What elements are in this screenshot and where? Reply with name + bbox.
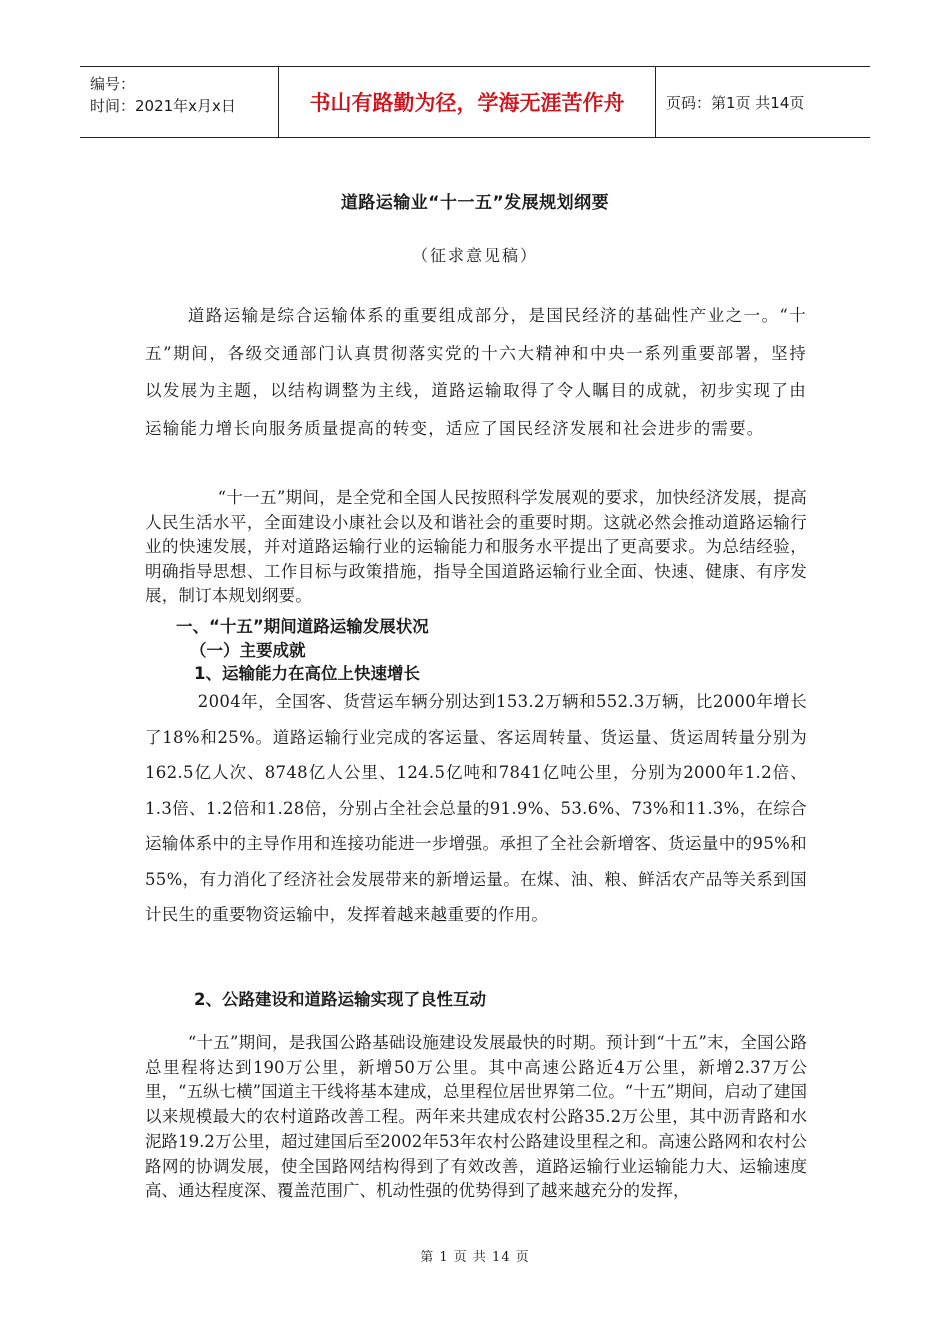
header-number-label: 编号： bbox=[90, 75, 136, 93]
section-heading-1: 一、“十五”期间道路运输发展状况 bbox=[176, 617, 429, 636]
header-table bbox=[80, 66, 870, 138]
header-meta-cell bbox=[80, 67, 279, 137]
document-subtitle: （征求意见稿） bbox=[411, 246, 538, 265]
paragraph-capacity-stats: 2004年，全国客、货营运车辆分别达到153.2万辆和552.3万辆，比2000年增长了18%和25%。道路运输行业完成的客运量、客运周转量、货运量、货运周转量分别为162.5亿人次、8748亿人公里、124.5亿吨和7841亿吨公里，分别为2000年1.2倍、1.3倍、1.2倍和1.28倍，分别占全社会总量的91.9%、53.6%、73%和11.3%，在综合运输体系中的主导作用和连接功能进一步增强。承担了全社会新增客、货运量中的95%和55%，有力消化了经济社会发展带来的新增运量。在煤、油、粮、鲜活农产品等关系到国计民生的重要物资运输中，发挥着越来越重要的作用。 bbox=[145, 692, 807, 924]
document-title: 道路运输业“十一五”发展规划纲要 bbox=[340, 193, 610, 213]
paragraph-eleventh-plan: “十一五”期间，是全党和全国人民按照科学发展观的要求，加快经济发展，提高人民生活水平，全面建设小康社会以及和谐社会的重要时期。这就必然会推动道路运输行业的快速发展，并对道路运输行业的运输能力和服务水平提出了更高要求。为总结经验，明确指导思想、工作目标与政策措施，指导全国道路运输行业全面、快速、健康、有序发展，制订本规划纲要。 bbox=[145, 488, 807, 605]
header-time-label: 时间：2021年x月x日 bbox=[90, 97, 236, 115]
paragraph-intro: 道路运输是综合运输体系的重要组成部分，是国民经济的基础性产业之一。“十五”期间，各级交通部门认真贯彻落实党的十六大精神和中央一系列重要部署，坚持以发展为主题，以结构调整为主线，道路运输取得了令人瞩目的成就，初步实现了由运输能力增长向服务质量提高的转变，适应了国民经济发展和社会进步的需要。 bbox=[145, 306, 807, 438]
header-page-label: 页码：第1页 共14页 bbox=[666, 93, 805, 112]
page-footer: 第 1 页 共 14 页 bbox=[420, 1250, 530, 1265]
paragraph-road-construction: “十五”期间，是我国公路基础设施建设发展最快的时期。预计到“十五”末，全国公路总里程将达到190万公里，新增50万公里。其中高速公路近4万公里，新增2.37万公里，“五纵七横”国道主干线将基本建成，总里程位居世界第二位。“十五”期间，启动了建国以来规模最大的农村道路改善工程。两年来共建成农村公路35.2万公里，其中沥青路和水泥路19.2万公里，超过建国后至2002年53年农村公路建设里程之和。高速公路网和农村公路网的协调发展，使全国路网结构得到了有效改善，道路运输行业运输能力大、运输速度高、通达程度深、覆盖范围广、机动性强的优势得到了越来越充分的发挥， bbox=[145, 1033, 807, 1201]
item-heading-road-construction: 2、公路建设和道路运输实现了良性互动 bbox=[194, 990, 486, 1009]
subsection-heading-achievements: （一）主要成就 bbox=[190, 641, 306, 660]
header-motto: 书山有路勤为径，学海无涯苦作舟 bbox=[279, 67, 656, 137]
item-heading-transport-capacity: 1、运输能力在高位上快速增长 bbox=[194, 664, 420, 683]
